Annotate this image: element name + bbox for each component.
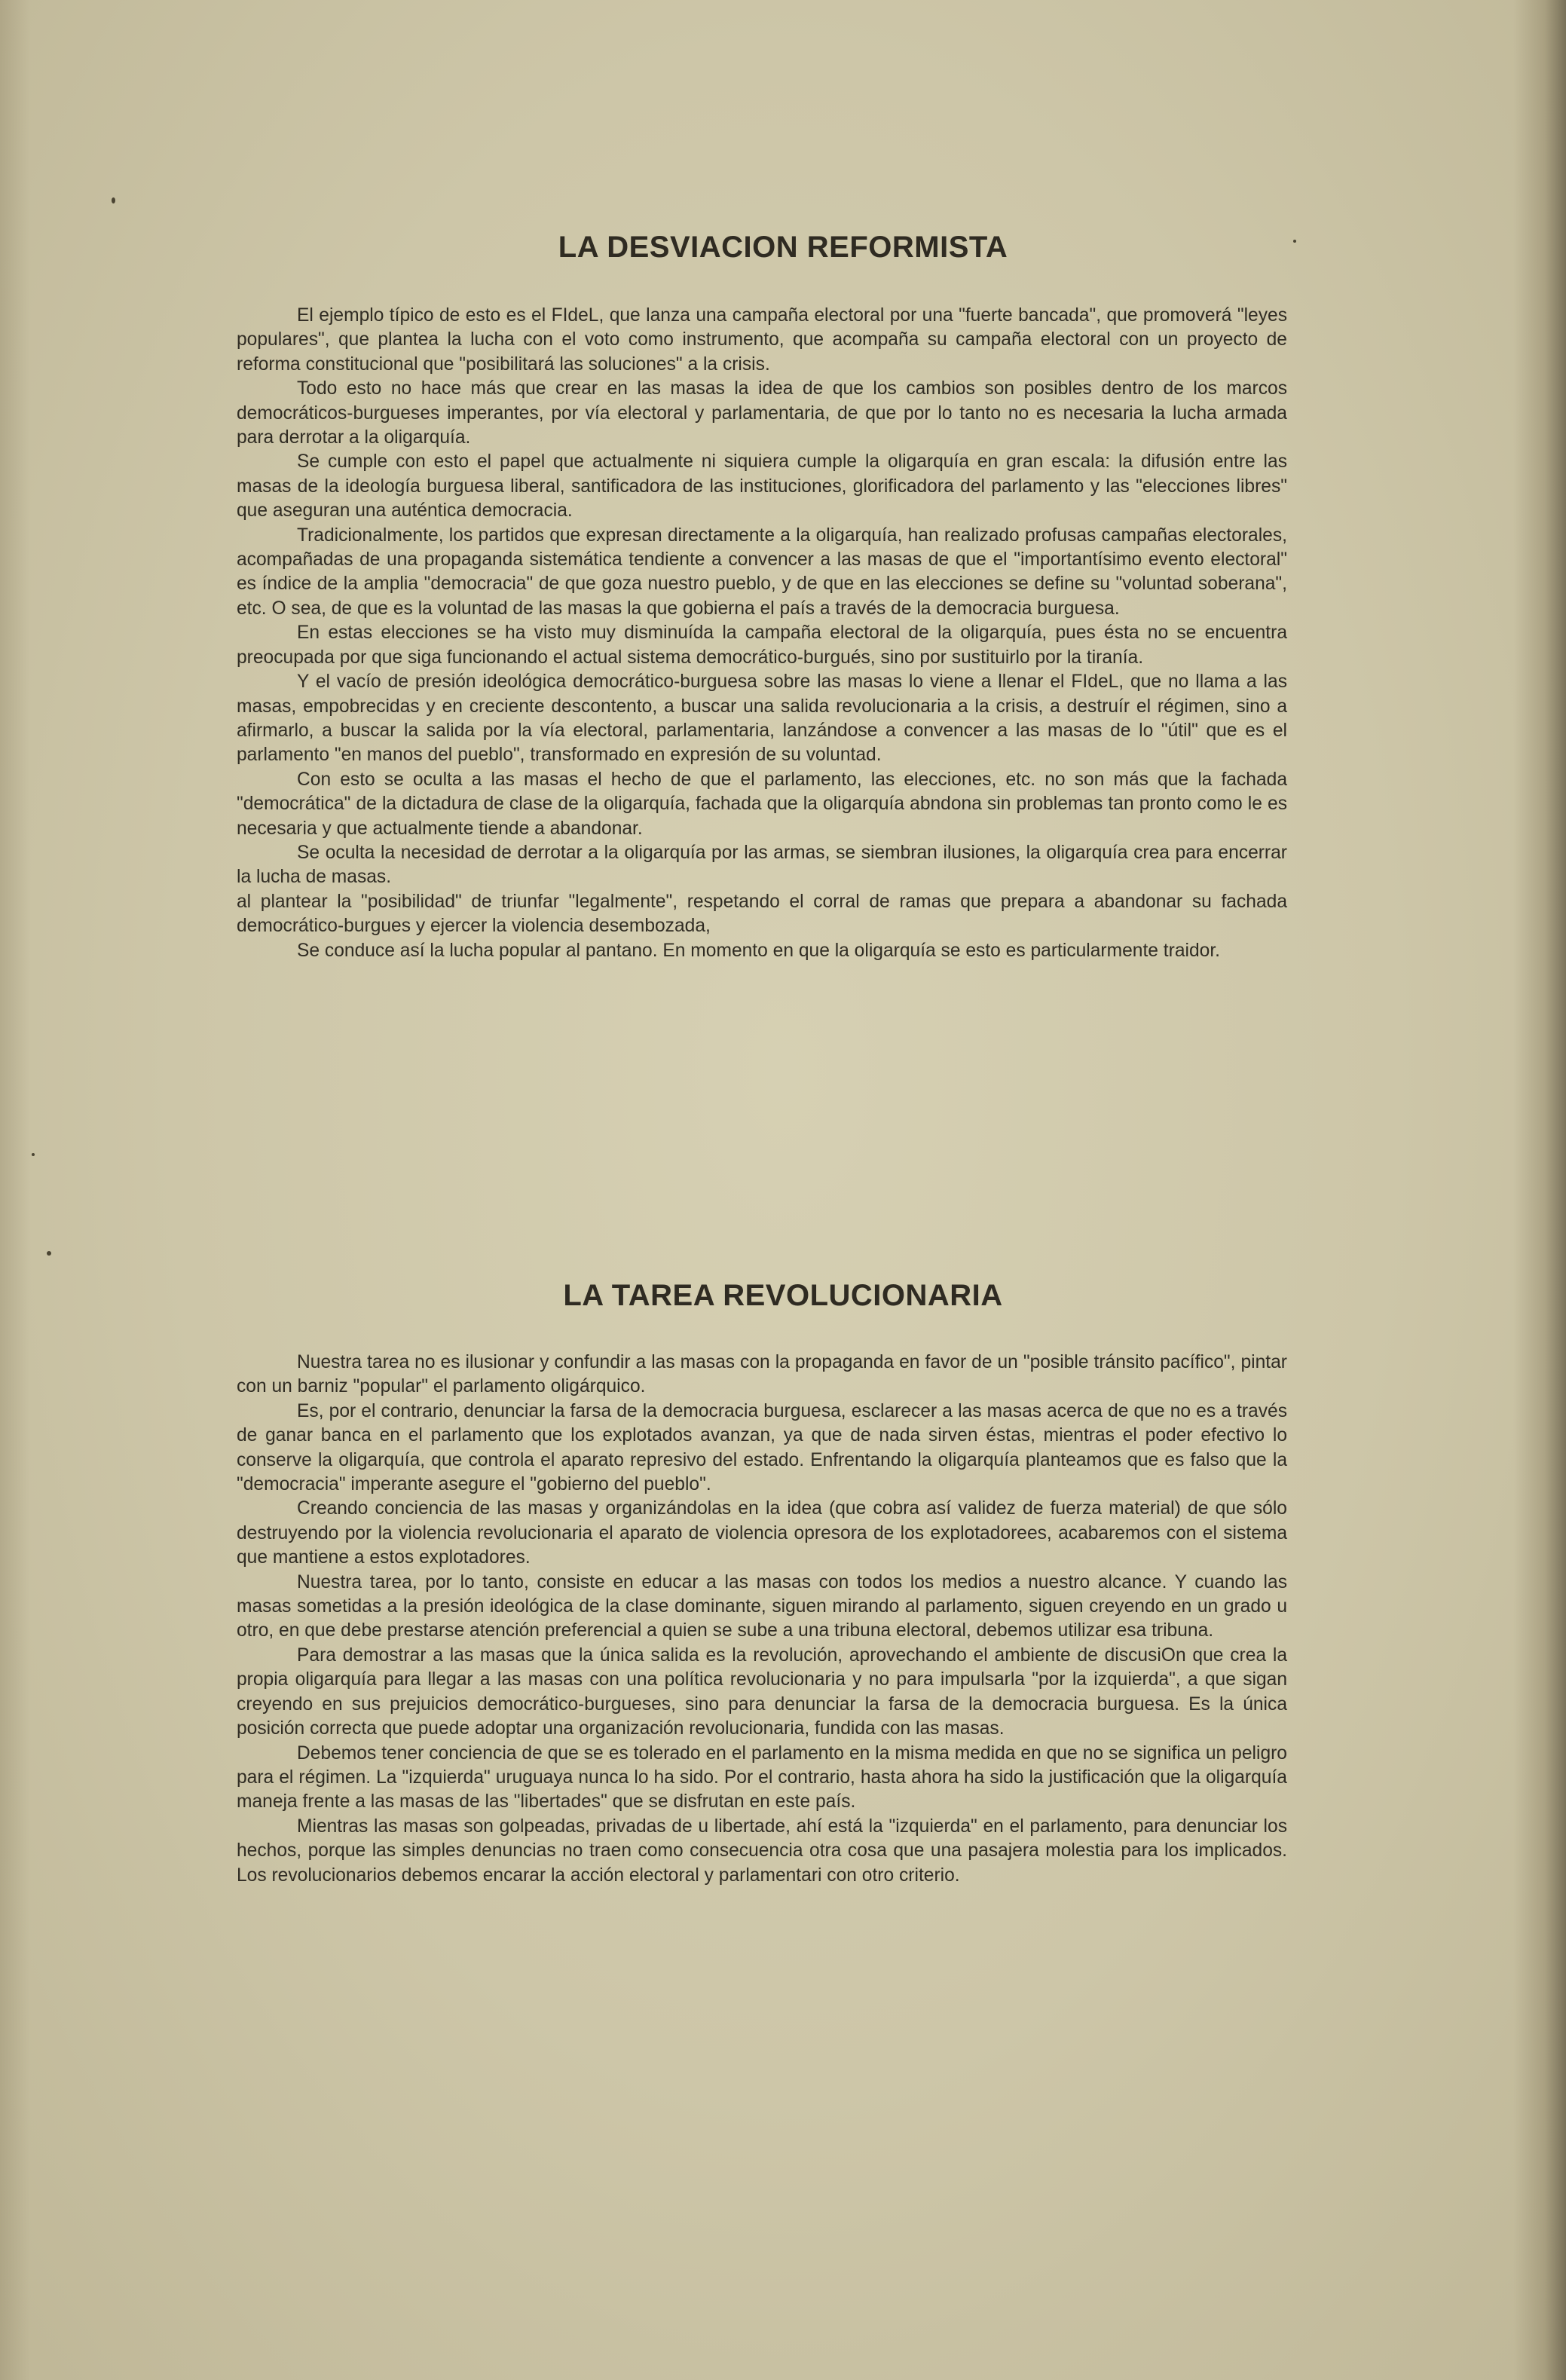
page-left-edge: [0, 0, 30, 2380]
paragraph: Se cumple con esto el papel que actualmente ni siquiera cumple la oligarquía en gran escala: la difusión entre las masas de la ideología burguesa liberal, santificadora de las instituciones, glorificadora del parlamento y las "elecciones libres" que aseguran una auténtica democracia.: [237, 451, 1287, 522]
section-body-tarea: [237, 1351, 1287, 1888]
section-body-desviacion: [237, 304, 1287, 963]
paragraph: Creando conciencia de las masas y organizándolas en la idea (que cobra así validez de fuerza material) de que sólo destruyendo por la violencia revolucionaria el aparato de violencia opresora de los explotadorees, acabaremos con el sistema que mantiene a estos explotadores.: [237, 1498, 1287, 1568]
paragraph: Debemos tener conciencia de que se es tolerado en el parlamento en la misma medida en que no se significa un peligro para el régimen. La "izquierda" uruguaya nunca lo ha sido. Por el contrario, hasta ahora ha sido la justificación que la oligarquía maneja frente a las masas de las "libertades" que se disfrutan en este país.: [237, 1742, 1287, 1813]
paragraph: Y el vacío de presión ideológica democrático-burguesa sobre las masas lo viene a llenar el FIdeL, que no llama a las masas, empobrecidas y en creciente descontento, a buscar una salida revolucionaria a la crisis, a destruír el régimen, sino a afirmarlo, a buscar la salida por la vía electoral, parlamentaria, lanzándose a convencer a las masas de lo "útil" que es el parlamento "en manos del pueblo", transformado en expresión de su voluntad.: [237, 671, 1287, 766]
page-right-edge: [1513, 0, 1566, 2380]
paragraph: Es, por el contrario, denunciar la farsa de la democracia burguesa, esclarecer a las masas acerca de que no es a través de ganar banca en el parlamento que los explotados avanzan, ya que de nada sirven éstas, mientras el poder efectivo lo conserve la oligarquía, que controla el aparato represivo del estado. Enfrentando la oligarquía planteamos que es falso que la "democracia" imperante asegure el "gobierno del pueblo".: [237, 1400, 1287, 1495]
paragraph: Nuestra tarea no es ilusionar y confundir a las masas con la propaganda en favor de un "posible tránsito pacífico", pintar con un barniz "popular" el parlamento oligárquico.: [237, 1352, 1287, 1397]
paragraph: Todo esto no hace más que crear en las masas la idea de que los cambios son posibles dentro de los marcos democráticos-burgueses imperantes, por vía electoral y parlamentaria, de que por lo tanto no es necesaria la lucha armada para derrotar a la oligarquía.: [237, 378, 1287, 448]
paragraph: Se oculta la necesidad de derrotar a la oligarquía por las armas, se siembran ilusiones, la oligarquía crea para encerrar la lucha de masas.: [237, 842, 1287, 888]
section-title-desviacion: LA DESVIACION REFORMISTA: [558, 231, 1008, 264]
speck-mark: [112, 197, 115, 203]
speck-mark: [32, 1153, 35, 1156]
paragraph: Mientras las masas son golpeadas, privadas de u libertade, ahí está la "izquierda" en el parlamento, para denunciar los hechos, porque las simples denuncias no traen como consecuencia otra cosa que una pasajera molestia para los implicados. Los revolucionarios debemos encarar la acción electoral y parlamentari con otro criterio.: [237, 1816, 1287, 1886]
paragraph: En estas elecciones se ha visto muy disminuída la campaña electoral de la oligarquía, pues ésta no se encuentra preocupada por que siga funcionando el actual sistema democrático-burgués, sino por sustituirlo por la tiranía.: [237, 623, 1287, 668]
speck-mark: [47, 1251, 51, 1256]
section-title-tarea: LA TAREA REVOLUCIONARIA: [563, 1279, 1003, 1312]
paragraph: El ejemplo típico de esto es el FIdeL, que lanza una campaña electoral por una "fuerte bancada", que promoverá "leyes populares", que plantea la lucha con el voto como instrumento, que acompaña su campaña electoral con un proyecto de reforma constitucional que "posibilitará las soluciones" a la crisis.: [237, 305, 1287, 375]
paragraph: Se conduce así la lucha popular al pantano. En momento en que la oligarquía se esto es particularmente traidor.: [297, 940, 1220, 961]
paragraph: Para demostrar a las masas que la única salida es la revolución, aprovechando el ambiente de discusiOn que crea la propia oligarquía para llegar a las masas con una política revolucionaria y no para impulsarla "por la izquierda", a que sigan creyendo en sus prejuicios democrático-burgueses, sino para denunciar la farsa de la democracia burguesa. Es la única posición correcta que puede adoptar una organización revolucionaria, fundida con las masas.: [237, 1644, 1287, 1739]
paragraph: Nuestra tarea, por lo tanto, consiste en educar a las masas con todos los medios a nuestro alcance. Y cuando las masas sometidas a la presión ideológica de la clase dominante, siguen mirando al parlamento, siguen creyendo en un grado u otro, en que debe prestarse atención preferencial a quien se sube a una tribuna electoral, debemos utilizar esa tribuna.: [237, 1571, 1287, 1641]
paragraph: Con esto se oculta a las masas el hecho de que el parlamento, las elecciones, etc. no son más que la fachada "democrática" de la dictadura de clase de la oligarquía, fachada que la oligarquía abndona sin problemas tan pronto como le es necesaria y que actualmente tiende a abandonar.: [237, 769, 1287, 839]
paragraph: Tradicionalmente, los partidos que expresan directamente a la oligarquía, han realizado profusas campañas electorales, acompañadas de una propaganda sistemática tendiente a convencer a las masas de que el "importantísimo evento electoral" es índice de la amplia "democracia" de que goza nuestro pueblo, y de que en las elecciones se define su "voluntad soberana", etc. O sea, de que es la voluntad de las masas la que gobierna el país a través de la democracia burguesa.: [237, 525, 1287, 619]
paragraph: al plantear la "posibilidad" de triunfar "legalmente", respetando el corral de ramas que prepara a abandonar su fachada democrático-burgues y ejercer la violencia desembozada,: [237, 891, 1287, 937]
